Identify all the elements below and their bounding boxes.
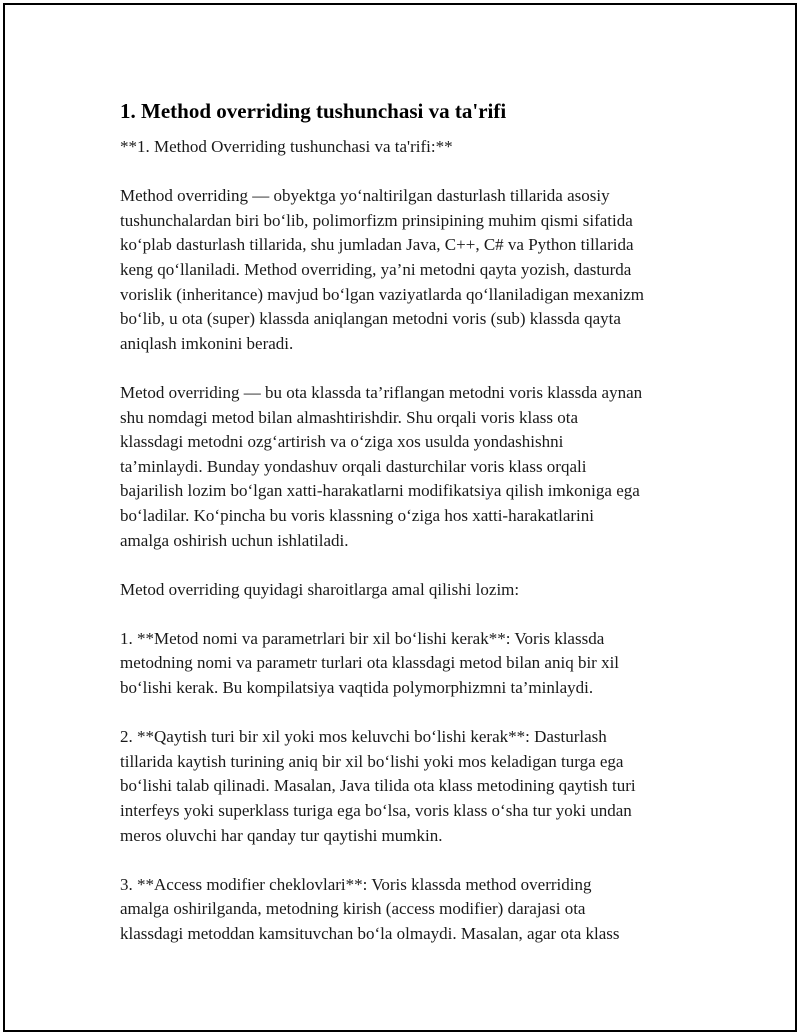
text-line: Method overriding — obyektga yo‘naltirilgan dasturlash tillarida asosiy <box>120 186 610 206</box>
text-line: bajarilish lozim bo‘lgan xatti-harakatlarni modifikatsiya qilish imkoniga ega <box>120 481 640 501</box>
text-line: tillarida kaytish turining aniq bir xil bo‘lishi yoki mos keladigan turga ega <box>120 751 624 771</box>
text-line: ko‘plab dasturlash tillarida, shu jumladan Java, C++, C# va Python tillarida <box>120 235 634 255</box>
text-line: amalga oshirish uchun ishlatiladi. <box>120 530 349 550</box>
text-line: klassdagi metodni ozg‘artirish va o‘ziga xos usulda yondashishni <box>120 432 564 452</box>
text-line: ta’minlaydi. Bunday yondashuv orqali dasturchilar voris klass orqali <box>120 456 587 476</box>
list-item-condition-1 <box>120 627 700 701</box>
text-line: 1. **Metod nomi va parametrlari bir xil bo‘lishi kerak**: Voris klassda <box>120 628 605 648</box>
text-line: 3. **Access modifier cheklovlari**: Voris klassda method overriding <box>120 874 592 894</box>
document-page <box>3 3 797 1032</box>
text-line: bo‘lishi talab qilinadi. Masalan, Java tilida ota klass metodining qaytish turi <box>120 776 636 796</box>
text-line: interfeys yoki superklass turiga ega bo‘lsa, voris klass o‘sha tur yoki undan <box>120 801 632 821</box>
text-line: vorislik (inheritance) mavjud bo‘lgan vaziyatlarda qo‘llaniladigan mexanizm <box>120 284 644 304</box>
list-item-condition-3 <box>120 873 700 947</box>
text-line: meros oluvchi har qanday tur qaytishi mumkin. <box>120 825 443 845</box>
text-line: metodning nomi va parametr turlari ota klassdagi metod bilan aniq bir xil <box>120 653 620 673</box>
text-line: Metod overriding — bu ota klassda ta’riflangan metodni voris klassda aynan <box>120 382 643 402</box>
text-line: 2. **Qaytish turi bir xil yoki mos keluvchi bo‘lishi kerak**: Dasturlash <box>120 727 607 747</box>
section-heading: 1. Method overriding tushunchasi va ta'rifi <box>120 99 507 123</box>
text-line: tushunchalardan biri bo‘lib, polimorfizm prinsipining muhim qismi sifatida <box>120 210 633 230</box>
paragraph-conditions-intro <box>120 578 700 603</box>
text-line: aniqlash imkonini beradi. <box>120 333 294 353</box>
paragraph-explanation <box>120 381 700 553</box>
list-item-condition-2 <box>120 725 700 848</box>
text-line: bo‘lib, u ota (super) klassda aniqlangan metodni voris (sub) klassda qayta <box>120 309 621 329</box>
document-body <box>120 97 700 971</box>
text-line: **1. Method Overriding tushunchasi va ta'rifi:** <box>120 137 453 156</box>
paragraph-definition <box>120 184 700 356</box>
text-line: Metod overriding quyidagi sharoitlarga amal qilishi lozim: <box>120 579 520 599</box>
text-line: amalga oshirilganda, metodning kirish (access modifier) darajasi ota <box>120 899 586 919</box>
text-line: bo‘ladilar. Ko‘pincha bu voris klassning o‘ziga hos xatti-harakatlarini <box>120 505 594 525</box>
text-line: shu nomdagi metod bilan almashtirishdir. Shu orqali voris klass ota <box>120 407 579 427</box>
text-line: bo‘lishi kerak. Bu kompilatsiya vaqtida polymorphizmni ta’minlaydi. <box>120 678 594 698</box>
text-line: klassdagi metoddan kamsituvchan bo‘la olmaydi. Masalan, agar ota klass <box>120 924 620 943</box>
text-line: keng qo‘llaniladi. Method overriding, ya’ni metodni qayta yozish, dasturda <box>120 259 632 279</box>
paragraph-subtitle <box>120 135 700 160</box>
